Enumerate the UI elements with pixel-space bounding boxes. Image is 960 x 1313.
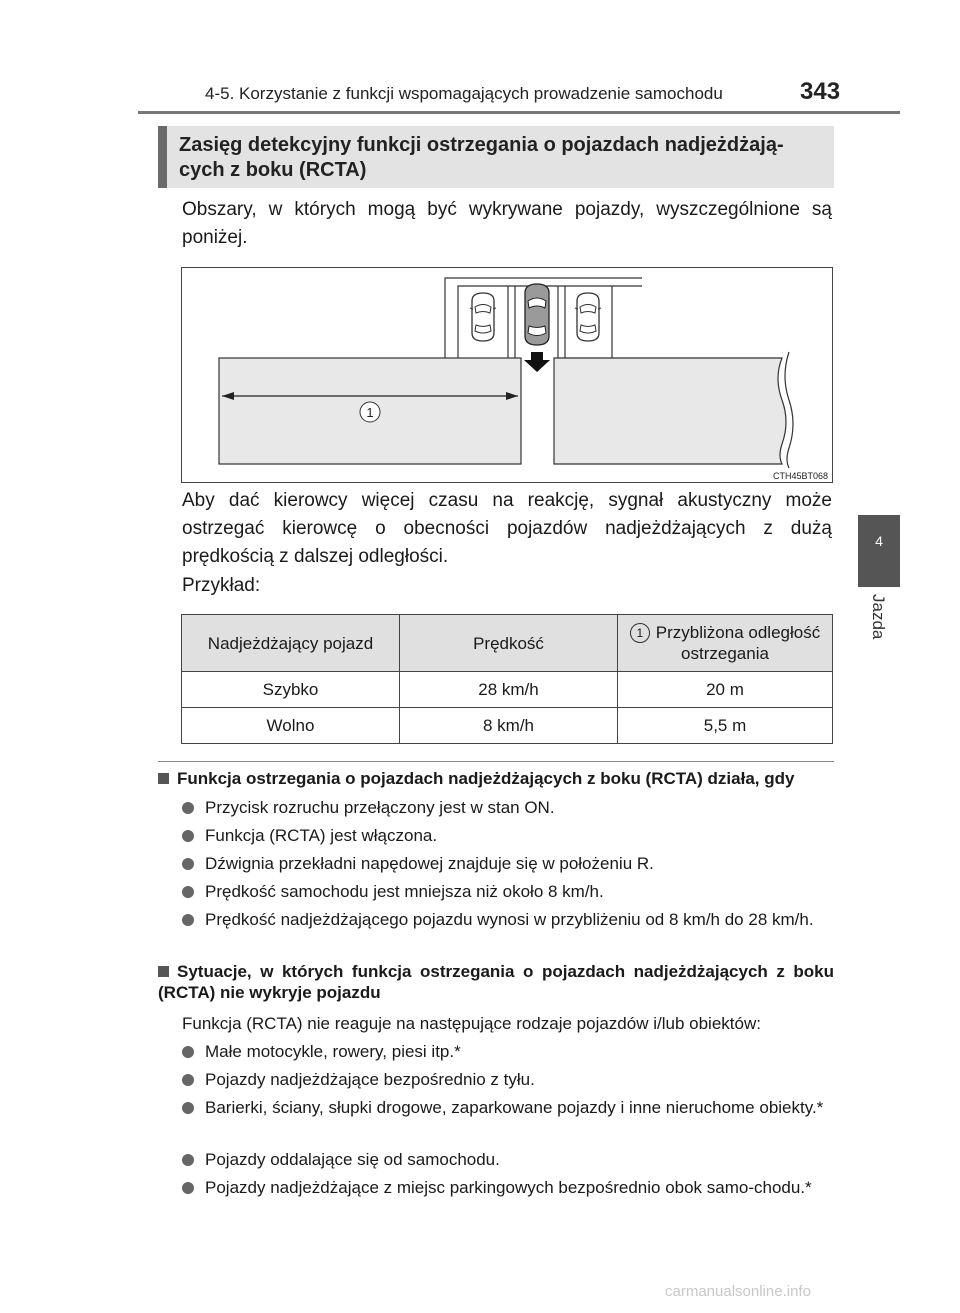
detection-zone-right	[554, 358, 786, 464]
callout-1-circle: 1	[630, 623, 650, 643]
header-rule	[138, 111, 900, 114]
list-item-text: Pojazdy oddalające się od samochodu.	[205, 1150, 500, 1169]
table-header-cell	[618, 615, 833, 672]
list-item-text: Prędkość nadjeżdżającego pojazdu wynosi w przybliżeniu od 8 km/h do 28 km/h.	[205, 910, 814, 929]
table-cell: 5,5 m	[618, 708, 833, 744]
table-header-cell: Prędkość	[400, 615, 618, 672]
list-item	[182, 1177, 832, 1199]
bullet-dot-icon	[182, 1074, 194, 1086]
list-item-text: Barierki, ściany, słupki drogowe, zaparkowane pojazdy i inne nieruchome obiekty.*	[205, 1098, 824, 1117]
bullet-dot-icon	[182, 1182, 194, 1194]
watermark: carmanualsonline.info	[665, 1283, 811, 1300]
running-header: 4-5. Korzystanie z funkcji wspomagających prowadzenie samochodu	[205, 84, 723, 103]
list-item-text: Prędkość samochodu jest mniejsza niż około 8 km/h.	[205, 882, 604, 901]
square-bullet-icon	[158, 773, 169, 784]
table-cell: 28 km/h	[400, 672, 618, 708]
list-item	[182, 853, 832, 875]
list-item	[182, 1149, 832, 1171]
bullet-dot-icon	[182, 830, 194, 842]
bullet-dot-icon	[182, 858, 194, 870]
list-item-text: Przycisk rozruchu przełączony jest w stan ON.	[205, 798, 555, 817]
chapter-tab-label: Jazda	[869, 594, 888, 640]
conditions-title: Funkcja ostrzegania o pojazdach nadjeżdżających z boku (RCTA) działa, gdy	[177, 769, 795, 788]
bullet-dot-icon	[182, 1102, 194, 1114]
conditions-heading	[158, 768, 834, 789]
square-bullet-icon	[158, 966, 169, 977]
list-item-text: Dźwignia przekładni napędowej znajduje się w położeniu R.	[205, 854, 654, 873]
detection-range-figure	[181, 267, 833, 483]
list-item	[182, 909, 832, 931]
figure-code: CTH45BT068	[772, 471, 828, 481]
list-item	[182, 797, 832, 819]
table-header-cell: Nadjeżdżający pojazd	[182, 615, 400, 672]
parked-car-left	[470, 293, 496, 341]
list-item	[182, 1069, 832, 1091]
bullet-dot-icon	[182, 886, 194, 898]
parked-car-right	[575, 293, 601, 341]
table-cell: Wolno	[182, 708, 400, 744]
own-car	[525, 284, 549, 345]
list-item	[182, 1097, 832, 1119]
list-item-text: Pojazdy nadjeżdżające z miejsc parkingowych bezpośrednio obok samo-chodu.*	[205, 1178, 812, 1197]
table-header-text: Przybliżona odległość ostrzegania	[655, 623, 821, 663]
bullet-dot-icon	[182, 1046, 194, 1058]
list-item-text: Pojazdy nadjeżdżające bezpośrednio z tyłu.	[205, 1070, 535, 1089]
table-cell: 8 km/h	[400, 708, 618, 744]
bullet-dot-icon	[182, 914, 194, 926]
limitations-title: Sytuacje, w których funkcja ostrzegania o pojazdach nadjeżdżających z boku (RCTA) nie wykryje pojazdu	[158, 962, 834, 1002]
table-header-row	[182, 615, 833, 672]
section-divider	[158, 761, 834, 762]
bullet-dot-icon	[182, 802, 194, 814]
table-row	[182, 672, 833, 708]
list-item	[182, 1041, 832, 1063]
intro-paragraph: Obszary, w których mogą być wykrywane pojazdy, wyszczególnione są poniżej.	[182, 199, 832, 248]
warning-distance-table	[181, 614, 833, 744]
list-item	[182, 825, 832, 847]
section-title: Zasięg detekcyjny funkcji ostrzegania o pojazdach nadjeżdżają-cych z boku (RCTA)	[158, 126, 834, 188]
limitations-intro: Funkcja (RCTA) nie reaguje na następujące rodzaje pojazdów i/lub obiektów:	[182, 1014, 761, 1033]
reverse-arrow-icon	[524, 352, 550, 372]
chapter-tab	[858, 515, 900, 587]
reaction-paragraph: Aby dać kierowcy więcej czasu na reakcję, sygnał akustyczny może ostrzegać kierowcę o obecności pojazdów nadjeżdżających z dużą prędkością z dalszej odległości.	[182, 490, 832, 567]
table-cell: 20 m	[618, 672, 833, 708]
chapter-tab-number: 4	[875, 533, 883, 549]
bullet-dot-icon	[182, 1154, 194, 1166]
figure-callout: 1	[366, 405, 374, 420]
list-item-text: Małe motocykle, rowery, piesi itp.*	[205, 1042, 461, 1061]
list-item	[182, 881, 832, 903]
example-label: Przykład:	[182, 575, 261, 596]
table-cell: Szybko	[182, 672, 400, 708]
detection-range-diagram	[182, 268, 832, 482]
list-item-text: Funkcja (RCTA) jest włączona.	[205, 826, 438, 845]
page-number: 343	[800, 78, 841, 105]
limitations-heading	[158, 961, 834, 1003]
table-row	[182, 708, 833, 744]
